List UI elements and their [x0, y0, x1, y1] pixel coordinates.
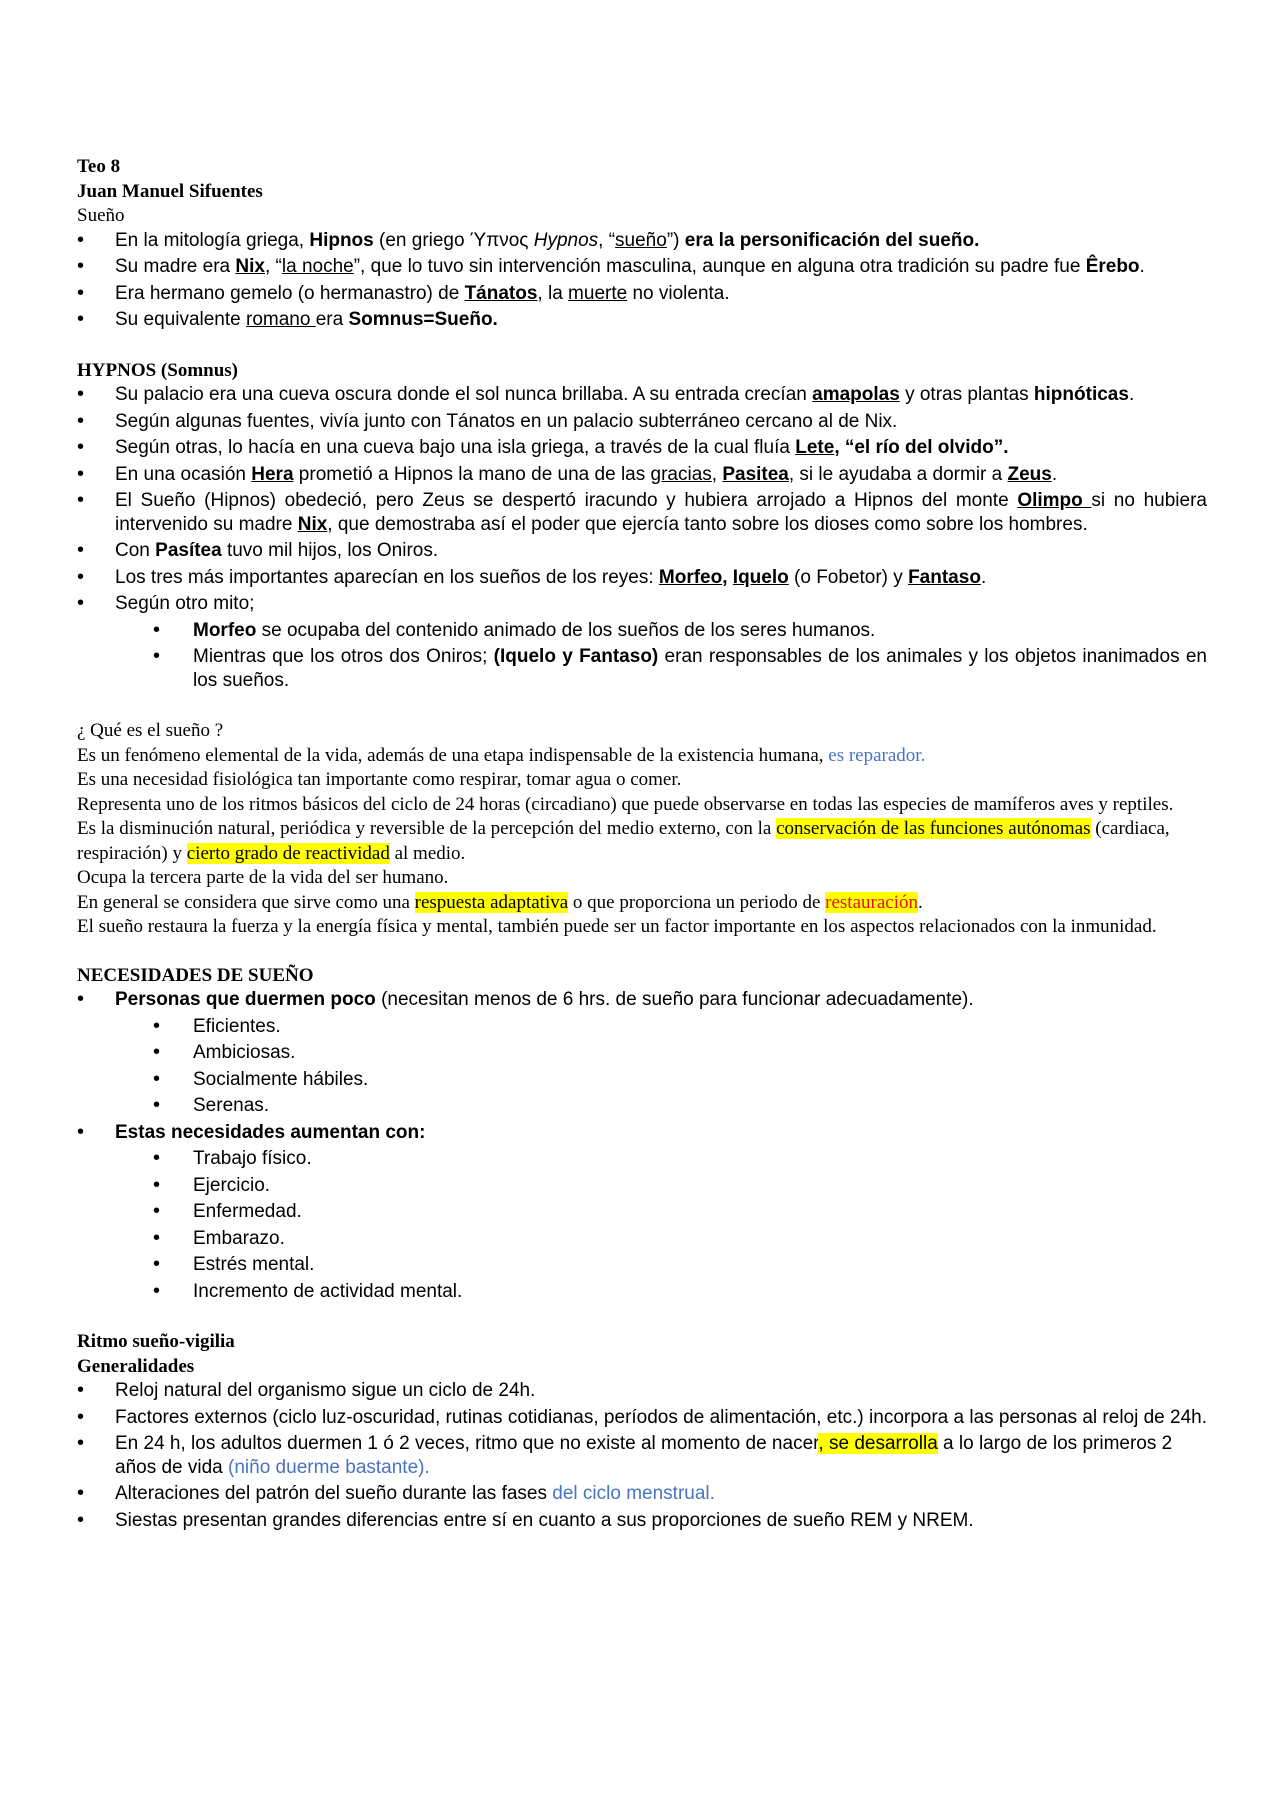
necesidades-heading: NECESIDADES DE SUEÑO — [77, 964, 314, 986]
paragraph: Es una necesidad fisiológica tan importante como respirar, tomar agua o comer. — [77, 769, 682, 790]
paragraph: Es un fenómeno elemental de la vida, además de una etapa indispensable de la existencia humana, es reparador. — [77, 744, 926, 766]
list-item: • Según otras, lo hacía en una cueva bajo una isla griega, a través de la cual fluía Lete, “el río del olvido”. — [77, 436, 1207, 460]
paragraph: Representa uno de los ritmos básicos del ciclo de 24 horas (circadiano) que puede observarse en todas las especies de mamíferos aves y reptiles. — [77, 793, 1174, 815]
course-title: Teo 8 — [77, 156, 121, 177]
list-item: • Siestas presentan grandes diferencias entre sí en cuanto a sus proporciones de sueño REM y NREM. — [77, 1509, 1207, 1533]
list-item: • Morfeo se ocupaba del contenido animado de los sueños de los seres humanos. — [115, 619, 1207, 643]
list-item: • Ambiciosas. — [115, 1041, 1207, 1065]
paragraph: En general se considera que sirve como una respuesta adaptativa o que proporciona un periodo de restauración. — [77, 891, 923, 913]
list-item: • En una ocasión Hera prometió a Hipnos la mano de una de las gracias, Pasitea, si le ayudaba a dormir a Zeus. — [77, 463, 1207, 487]
list-item: • Reloj natural del organismo sigue un ciclo de 24h. — [77, 1379, 1207, 1403]
list-item: • Según algunas fuentes, vivía junto con Tánatos en un palacio subterráneo cercano al de Nix. — [77, 410, 1207, 434]
list-item: • Embarazo. — [115, 1227, 1207, 1251]
list-item: • Con Pasítea tuvo mil hijos, los Oniros. — [77, 539, 1207, 563]
question-heading: ¿ Qué es el sueño ? — [77, 720, 224, 741]
list-item: • Ejercicio. — [115, 1174, 1207, 1198]
paragraph: Ocupa la tercera parte de la vida del ser humano. — [77, 867, 449, 888]
list-item: • Mientras que los otros dos Oniros; (Iquelo y Fantaso) eran responsables de los animales y los objetos inanimados en los sueños. — [115, 645, 1207, 692]
paragraph: Es la disminución natural, periódica y reversible de la percepción del medio externo, con la conservación de las funciones autónomas (cardiaca, respiración) y cierto grado de reactividad al medio. — [77, 818, 1170, 864]
ritmo-heading: Ritmo sueño-vigilia — [77, 1331, 235, 1352]
list-item: • El Sueño (Hipnos) obedeció, pero Zeus se despertó iracundo y hubiera arrojado a Hipnos del monte Olimpo si no hubiera intervenido su madre Nix, que demostraba así el poder que ejercía tanto sobre los dioses como sobre los hombres. — [77, 489, 1207, 536]
document-page — [77, 155, 1207, 1535]
list-item: • Alteraciones del patrón del sueño durante las fases del ciclo menstrual. — [77, 1482, 1207, 1506]
list-item: • Estrés mental. — [115, 1253, 1207, 1277]
sub-list — [115, 1147, 1207, 1303]
sub-list — [115, 619, 1207, 693]
hypnos-heading: HYPNOS (Somnus) — [77, 359, 238, 381]
list-item: • Factores externos (ciclo luz-oscuridad, rutinas cotidianas, períodos de alimentación, etc.) incorpora a las personas al reloj de 24h. — [77, 1406, 1207, 1430]
sub-list — [115, 1015, 1207, 1118]
necesidades-list — [77, 988, 1207, 1303]
list-item: • Personas que duermen poco (necesitan menos de 6 hrs. de sueño para funcionar adecuadamente). • Eficientes. • Ambiciosas. • Socialmente hábiles. • Serenas. — [77, 988, 1207, 1118]
paragraph: El sueño restaura la fuerza y la energía física y mental, también puede ser un factor importante en los aspectos relacionados con la inmunidad. — [77, 916, 1157, 937]
list-item: • Trabajo físico. — [115, 1147, 1207, 1171]
list-item: • Era hermano gemelo (o hermanastro) de Tánatos, la muerte no violenta. — [77, 282, 1207, 306]
list-item: • Eficientes. — [115, 1015, 1207, 1039]
topic-title: Sueño — [77, 205, 125, 226]
list-item: • Incremento de actividad mental. — [115, 1280, 1207, 1304]
list-item: • Estas necesidades aumentan con: • Trabajo físico. • Ejercicio. • Enfermedad. • Embarazo. • Estrés mental. • Incremento de actividad mental. — [77, 1121, 1207, 1304]
list-item: • Su palacio era una cueva oscura donde el sol nunca brillaba. A su entrada crecían amapolas y otras plantas hipnóticas. — [77, 383, 1207, 407]
list-item: • Serenas. — [115, 1094, 1207, 1118]
list-item: • Enfermedad. — [115, 1200, 1207, 1224]
list-item: • Según otro mito; • Morfeo se ocupaba del contenido animado de los sueños de los seres humanos. • Mientras que los otros dos Oniros; (Iquelo y Fantaso) eran responsables de los animales y los objetos inanimados en los sueños. — [77, 592, 1207, 692]
list-item: • Su equivalente romano era Somnus=Sueño. — [77, 308, 1207, 332]
list-item: • Los tres más importantes aparecían en los sueños de los reyes: Morfeo, Iquelo (o Fobetor) y Fantaso. — [77, 566, 1207, 590]
intro-list — [77, 229, 1207, 332]
list-item: • En la mitología griega, Hipnos (en griego Ύπνος Hypnos, “sueño”) era la personificación del sueño. — [77, 229, 1207, 253]
ritmo-list — [77, 1379, 1207, 1532]
author-name: Juan Manuel Sifuentes — [77, 180, 263, 202]
que-es-section — [77, 719, 1207, 940]
generalidades-heading: Generalidades — [77, 1355, 195, 1377]
list-item: • Su madre era Nix, “la noche”, que lo tuvo sin intervención masculina, aunque en alguna otra tradición su padre fue Êrebo. — [77, 255, 1207, 279]
hypnos-list — [77, 383, 1207, 692]
list-item: • Socialmente hábiles. — [115, 1068, 1207, 1092]
list-item: • En 24 h, los adultos duermen 1 ó 2 veces, ritmo que no existe al momento de nacer, se desarrolla a lo largo de los primeros 2 años de vida (niño duerme bastante). — [77, 1432, 1207, 1479]
